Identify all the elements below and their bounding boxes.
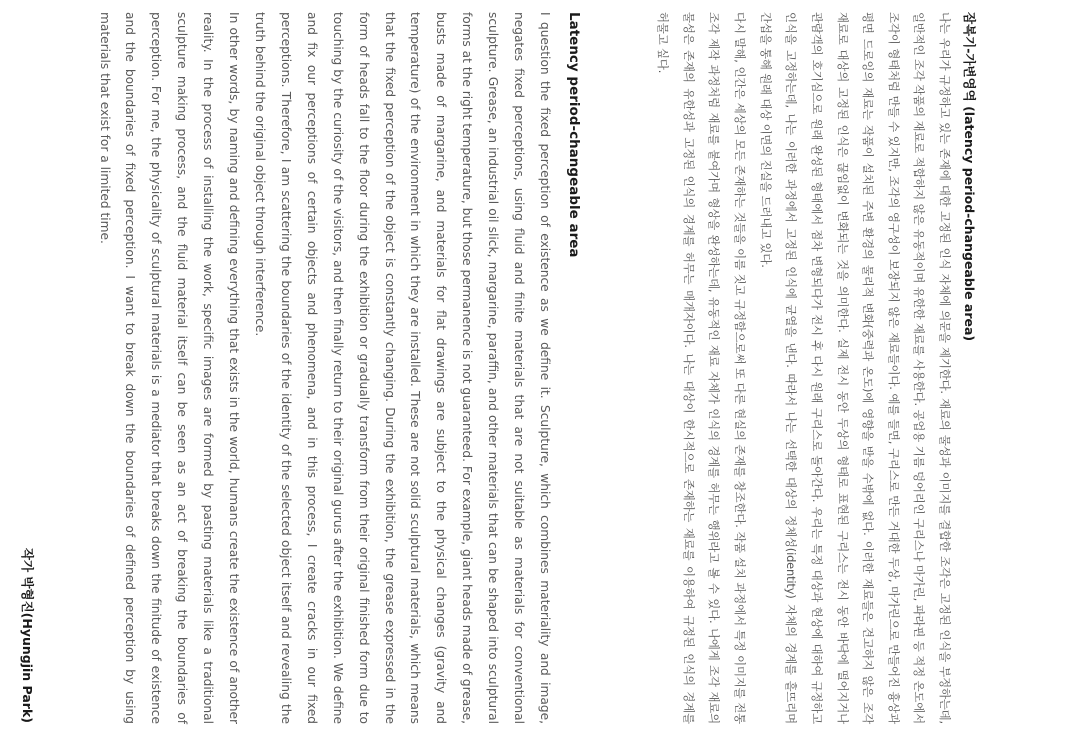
korean-paragraph-1: 나는 우리가 규정하고 있는 존재에 대한 고정된 인식 자체에 의문을 제기한다. 재료의 물성과 이미지를 결합한 조각은 고정된 인식을 부정하는데, 일반적인 조각 작품의 재료로 적합하지 않은 유동적이며 유한한 재료를 사용한다. 공업용 기름 덩어리인 구리스나 마가린, 파라핀 등 적정 온도에서 조각이 형태처럼 만들 수 있지만, 조각의 영구성이 보장되지 않은 재료들이다. 예를 들면, 구리스로 만든 거대한 두상, 마가린으로 만들어진 흉상과 평면 드로잉의 재료는 작품이 설치된 주변 환경의 물리적 변화(중력과 온도)에 영향을 받을 수밖에 없다. 이러한 재료들은 견고하지 않은 조각 재료로 대상의 고정된 인식은 끊임없이 변화되는 것을 의미한다. 실제 전시 동안 두상의 형태로 표현된 구리스는 전시 동안 바닥에 떨어지거나 관람객의 호기심으로 원래 완성된 형태에서 점차 변형되다가 전시 후 다시 원래 구리스로 돌아간다. 우리는 특정 대상과 현상에 대하여 규정하고 인식을 고정하는데, 나는 이러한 과정에서 고정된 인식에 균열을 낸다. 따라서 나는 선택한 대상의 정체성(identity) 자체의 경계를 흩뜨리며 간섭을 통해 원래 대상 이면의 진실을 드러내고 있다. [758,12,952,724]
korean-title: 잠복기-가변영역 (latency period-changeable area) [962,12,977,342]
english-title: Latency period-changeable area [566,12,582,258]
english-paragraph-1: I question the fixed perception of existence as we define it. Sculpture, which combines materiality and image, negates fixed perceptions, using fluid and finite materials that are not suitable as materials for conventional sculpture. Grease, an industrial oil slick, margarine, paraffin, and other materials that can be shaped into sculptural forms at the right temperature, but those permanence is not guaranteed. For example, giant heads made of grease, busts made of margarine, and materials for flat drawings are subject to the physical changes (gravity and temperature) of the environment in which they are installed. These are not solid sculptural materials, which means that the fixed perception of the object is constantly changing. During the exhibition, the grease expressed in the form of heads fall to the floor during the exhibition or gradually transform from their original finished form due to touching by the curiosity of the visitors, and then finally return to their original gurus after the exhibition. We define and fix our perceptions of certain objects and phenomena, and in this process, I create cracks in our fixed perceptions. Therefore, I am scattering the boundaries of the identity of the selected object itself and revealing the truth behind the original object through interference. [253,12,552,724]
korean-paragraph-2: 다시 말해, 인간은 세상의 모든 존재하는 것들을 이름 짓고 규정함으로써 또 다른 현실의 존재를 창조한다. 작품 설치 과정에서 특정 이미지를 전통 조각 제작 과정처럼 재료를 붙여가며 형상을 완성하는데, 유동적인 재료 자체가 인식의 경계를 허무는 행위라고 볼 수 있다. 나에게 조각 재료의 물성은 존재의 유한성과 고정된 인식의 경계를 허무는 매개자이다. 나는 대상이 한시적으로 존재하는 재료를 이용하여 규정된 인식의 경계를 허물고 싶다. [656,12,747,724]
english-paragraph-2: In other words, by naming and defining everything that exists in the world, humans create the existence of another reality. In the process of installing the work, specific images are formed by pasting materials like a traditional sculpture making process, and the fluid material itself can be seen as an act of breaking the boundaries of perception. For me, the physicality of sculptural materials is a mediator that breaks down the finitude of existence and the boundaries of fixed perception. I want to break down the boundaries of defined perception by using materials that exist for a limited time. [97,12,242,724]
english-body [91,12,557,724]
author-credit: 작가 박형진(Hyungjin Park) [20,547,35,723]
